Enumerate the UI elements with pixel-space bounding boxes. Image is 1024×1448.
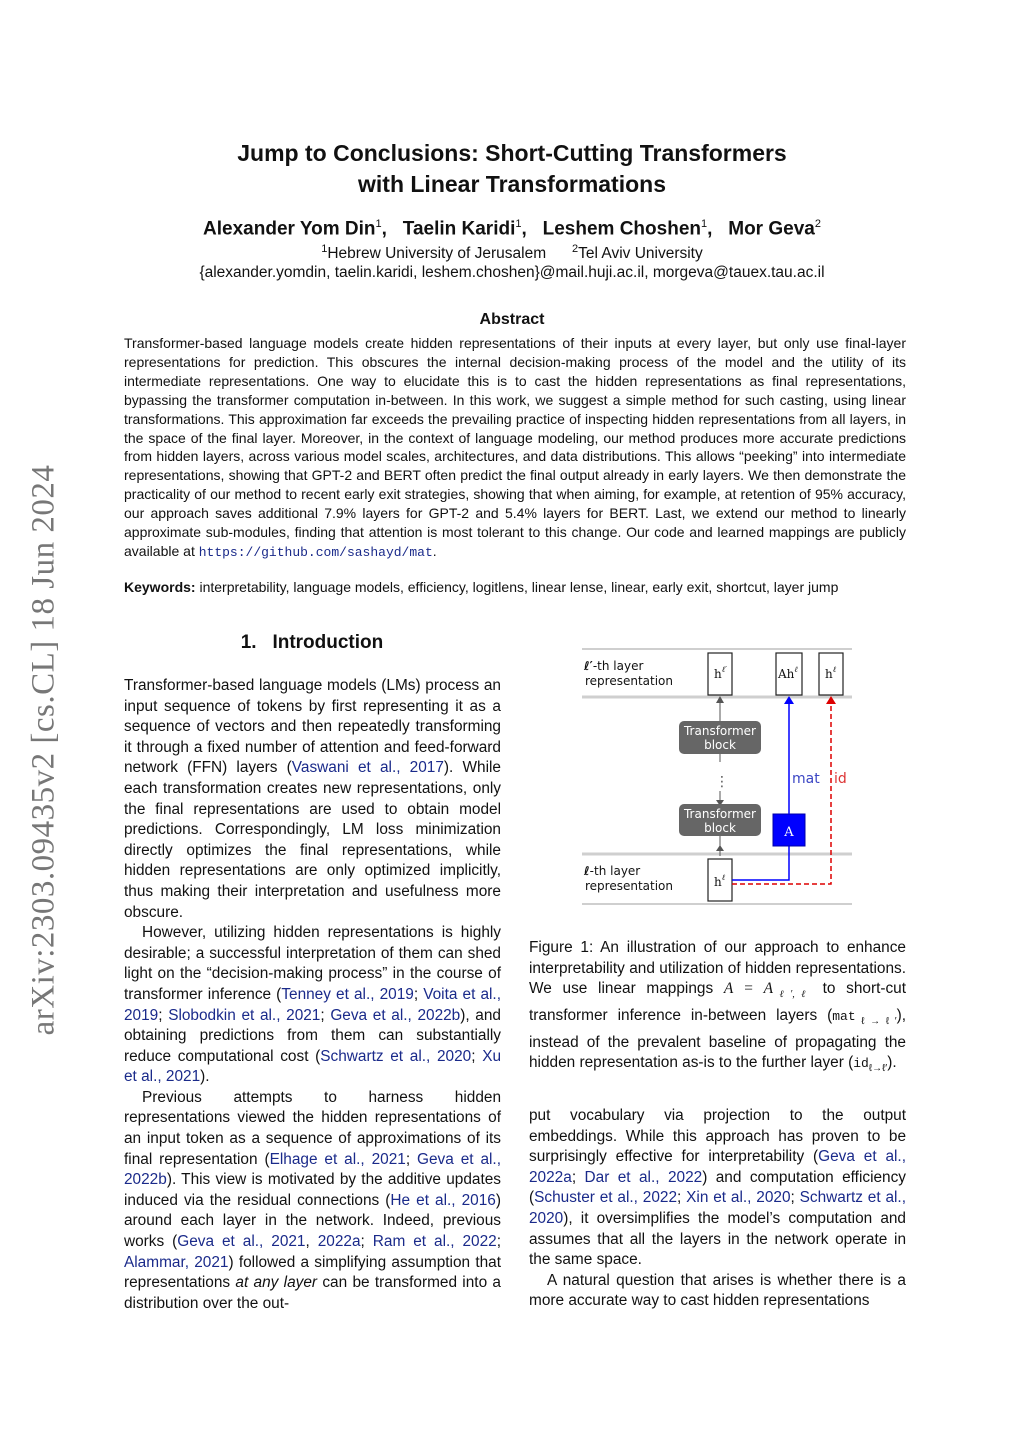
sup: ′ — [725, 665, 727, 674]
keywords — [124, 578, 906, 597]
text: ). While each transformation creates new representations, only the final representations are used to obtain model predictions. Correspondingly, LM loss minimization directly optimizes the final representations, while hidden representations are only optimized implicitly, thus making their interpretation and usefulness more obscure. — [124, 759, 501, 921]
sup: ℓ — [832, 665, 837, 674]
affiliation-number: 1 — [321, 243, 328, 255]
text: Previous attempts to harness hidden representations viewed the hidden representations of an input token as a sequence of approximations of its final representation ( — [124, 1088, 501, 1168]
citation-link[interactable]: Schuster et al., 2022 — [534, 1189, 678, 1207]
code-url-link[interactable]: https://github.com/sashayd/mat — [198, 544, 433, 560]
author-affiliation-mark: 2 — [814, 218, 821, 230]
prime-symbol: ′ — [589, 659, 593, 673]
text: ; — [471, 1047, 483, 1065]
ell-symbol: ℓ — [584, 659, 590, 673]
section-number: 1. — [240, 632, 257, 653]
math-subscript: ℓ′,ℓ — [773, 989, 812, 1001]
citation-link[interactable]: Voita et al., 2019 — [124, 985, 501, 1024]
text: However, utilizing hidden representations is highly desirable; a successful interpretation of them can shed light on the “decision-making process” in the course of transformer inference ( — [124, 924, 501, 1003]
affiliation-hebrew-university: Hebrew University of Jerusalem — [327, 245, 547, 263]
right-paragraph-1 — [529, 1106, 906, 1271]
title-line-1: Jump to Conclusions: Short-Cutting Transformers — [237, 140, 787, 166]
text: ) around each layer in the network. Indeed, previous works ( — [124, 1191, 502, 1251]
text: ) followed a simplifying assumption that representations — [124, 1253, 501, 1292]
citation-link[interactable]: Vaswani et al., 2017 — [291, 759, 444, 777]
section-heading-introduction — [124, 632, 500, 654]
section-title: Introduction — [272, 632, 384, 653]
abstract-body — [124, 334, 906, 563]
text: can be transformed into a distribution over the out- — [124, 1274, 501, 1312]
author-affiliation-mark: 1 — [701, 218, 708, 230]
gray-arrowhead — [716, 845, 724, 851]
title-line-2: with Linear Transformations — [358, 171, 666, 197]
author-name: Taelin Karidi — [402, 218, 516, 240]
label-text: -th layer — [592, 659, 644, 673]
intro-paragraph-1 — [124, 676, 501, 923]
code-subscript: ℓ→ℓ′ — [868, 1063, 888, 1075]
text: Transformer-based language models (LMs) process an input sequence of tokens by first representing it as a sequence of vectors and then repeatedly transforming it through a fixed number of attention and feed-forward network (FFN) layers ( — [124, 677, 501, 777]
math-a: A = A — [723, 980, 774, 998]
mat-path — [732, 846, 789, 880]
ellipsis-dots: ⋮ — [715, 774, 729, 790]
citation-link[interactable]: Alammar, 2021 — [124, 1253, 229, 1271]
h: h — [714, 875, 722, 889]
citation-link[interactable]: Elhage et al., 2021 — [269, 1150, 406, 1168]
text: ), and obtaining predictions from them can substantially reduce computational cost ( — [124, 1006, 501, 1065]
sup: ℓ — [794, 665, 798, 674]
author-list: Alexander Yom Din$^1$, Taelin Karidi$^1$, Leshem Choshen$^1$, Mor Geva$^2$ — [203, 218, 821, 240]
text: ; — [677, 1189, 687, 1207]
abstract-end: . — [432, 542, 437, 559]
block-label: Transformer — [683, 724, 757, 738]
code-id: id — [853, 1056, 869, 1072]
right-paragraph-2: A natural question that arises is whether there is a more accurate way to cast hidden representations — [529, 1271, 906, 1310]
bottom-layer-label — [583, 864, 640, 878]
citation-link[interactable]: He et al., 2016 — [390, 1191, 496, 1209]
top-layer-label — [583, 659, 643, 673]
abstract-text: Transformer-based language models create hidden representations of their inputs at every layer, but only use final-layer representations for prediction. This obscures the internal decision-making process of the model and the utility of its intermediate representations. One way to elucidate this is to cast the hidden representations as final representations, bypassing the transformer computation in-between. In this work, we suggest a simple method for such casting, using linear transformations. This approximation far exceeds the prevailing practice of inspecting hidden representations from all layers, in the space of the final layer. Moreover, in the context of language modeling, our method produces more accurate predictions from hidden layers, across various model scales, architectures, and data distributions. This allows “peeking” into intermediate representations, showing that GPT-2 and BERT often predict the final output already in early layers. We then demonstrate the practicality of our method to recent early exit strategies, showing that when aiming, for example, at retention of 95% accuracy, our approach saves additional 7.9% layers for GPT-2 and 5.4% layers for BERT. Last, we extend our method to linearly approximate sub-modules, finding that attention is most tolerant to this change. Our code and learned mappings are publicly available at — [124, 335, 906, 559]
block-label: Transformer — [683, 807, 757, 821]
author-affiliation-mark: 1 — [375, 218, 382, 230]
text: ; — [360, 1233, 373, 1251]
paper-title — [0, 138, 1024, 200]
citation-link[interactable]: Schwartz et al., 2020 — [529, 1189, 906, 1227]
citation-link[interactable]: Dar et al., 2022 — [584, 1168, 703, 1186]
code-mat: mat — [832, 1008, 856, 1024]
citation-link[interactable]: Geva et al., 2022b — [124, 1150, 501, 1189]
text: ). This view is motivated by the additive updates induced via the residual connections ( — [124, 1171, 501, 1209]
text: ; — [413, 985, 424, 1003]
text: to short-cut transformer inference in-between layers ( — [529, 980, 906, 1024]
block-label: block — [704, 821, 736, 835]
intro-paragraph-3 — [124, 1088, 501, 1315]
citation-link[interactable]: Ram et al., 2022 — [372, 1233, 497, 1251]
citation-link[interactable]: Tenney et al., 2019 — [281, 985, 414, 1003]
text: ; — [405, 1150, 418, 1168]
sup: ℓ — [721, 873, 726, 882]
citation-link[interactable]: Geva et al., 2022a — [529, 1148, 906, 1186]
figure-1-diagram — [578, 646, 856, 908]
left-column — [124, 676, 501, 1314]
emphasis: at any layer — [235, 1274, 318, 1292]
label-text: -th layer — [589, 864, 641, 878]
text: ; — [320, 1006, 331, 1024]
affiliation-number: 2 — [572, 243, 579, 255]
citation-link[interactable]: Slobodkin et al., 2021 — [168, 1006, 321, 1024]
text: ; — [158, 1006, 169, 1024]
author-emails: {alexander.yomdin, taelin.karidi, leshem.choshen}@mail.huji.ac.il, morgeva@tauex.tau.ac.il — [199, 264, 825, 281]
mat-label: mat — [792, 771, 820, 787]
author-affiliation-mark: 1 — [515, 218, 522, 230]
h: h — [714, 667, 722, 681]
intro-paragraph-2 — [124, 923, 501, 1088]
text: , — [305, 1233, 318, 1251]
top-layer-label-line2: representation — [585, 674, 674, 688]
affiliation-tel-aviv-university: Tel Aviv University — [578, 245, 703, 263]
caption-label: Figure 1: — [529, 939, 594, 956]
citation-link[interactable]: Xin et al., 2020 — [686, 1189, 791, 1207]
keywords-label: Keywords: — [124, 579, 196, 595]
citation-link[interactable]: 2022a — [317, 1233, 361, 1251]
text: ). — [887, 1054, 897, 1072]
author-name: Leshem Choshen — [542, 218, 701, 240]
abstract-heading: Abstract — [479, 311, 545, 328]
figure-1-caption — [529, 938, 906, 1080]
author-name: Mor Geva — [728, 218, 815, 240]
block-label: block — [704, 738, 736, 752]
text: ), instead of the prevalent baseline of propagating the hidden representation as-is to the further layer ( — [529, 1006, 907, 1072]
affiliations — [0, 243, 1024, 263]
h: h — [825, 667, 833, 681]
matrix-a-label: A — [784, 825, 794, 840]
arxiv-identifier: arXiv:2303.09435v2 [cs.CL] 18 Jun 2024 — [25, 464, 62, 1036]
text: ). — [200, 1068, 210, 1086]
text: put vocabulary via projection to the output embeddings. While this approach has proven to be surprisingly effective for interpretability ( — [529, 1107, 906, 1166]
bottom-layer-label-line2: representation — [585, 879, 674, 893]
text: ; — [496, 1233, 502, 1251]
code-subscript: ℓ→ℓ′ — [855, 1015, 897, 1027]
keywords-text: interpretability, language models, efficiency, logitlens, linear lense, linear, early exit, shortcut, layer jump — [199, 579, 839, 595]
citation-link[interactable]: Geva et al., 2021 — [177, 1233, 306, 1251]
sup: ℓ — [721, 665, 726, 674]
citation-link[interactable]: Schwartz et al., 2020 — [320, 1047, 472, 1065]
text: ) and computation efficiency ( — [529, 1168, 906, 1207]
ell-symbol: ℓ — [584, 864, 590, 878]
text: ; — [571, 1168, 585, 1186]
citation-link[interactable]: Xu et al., 2021 — [124, 1047, 502, 1086]
right-column — [529, 1106, 906, 1312]
text: ; — [790, 1189, 800, 1207]
id-label: id — [834, 771, 847, 787]
text: An illustration of our approach to enhance interpretability and utilization of hidden representations. We use linear mappings — [529, 939, 906, 998]
citation-link[interactable]: Geva et al., 2022b — [330, 1006, 461, 1024]
ah: Ah — [778, 667, 795, 681]
author-name: Alexander Yom Din — [203, 218, 376, 240]
text: ), it oversimplifies the model’s computation and assumes that all the layers in the network operate in the same space. — [529, 1209, 906, 1269]
